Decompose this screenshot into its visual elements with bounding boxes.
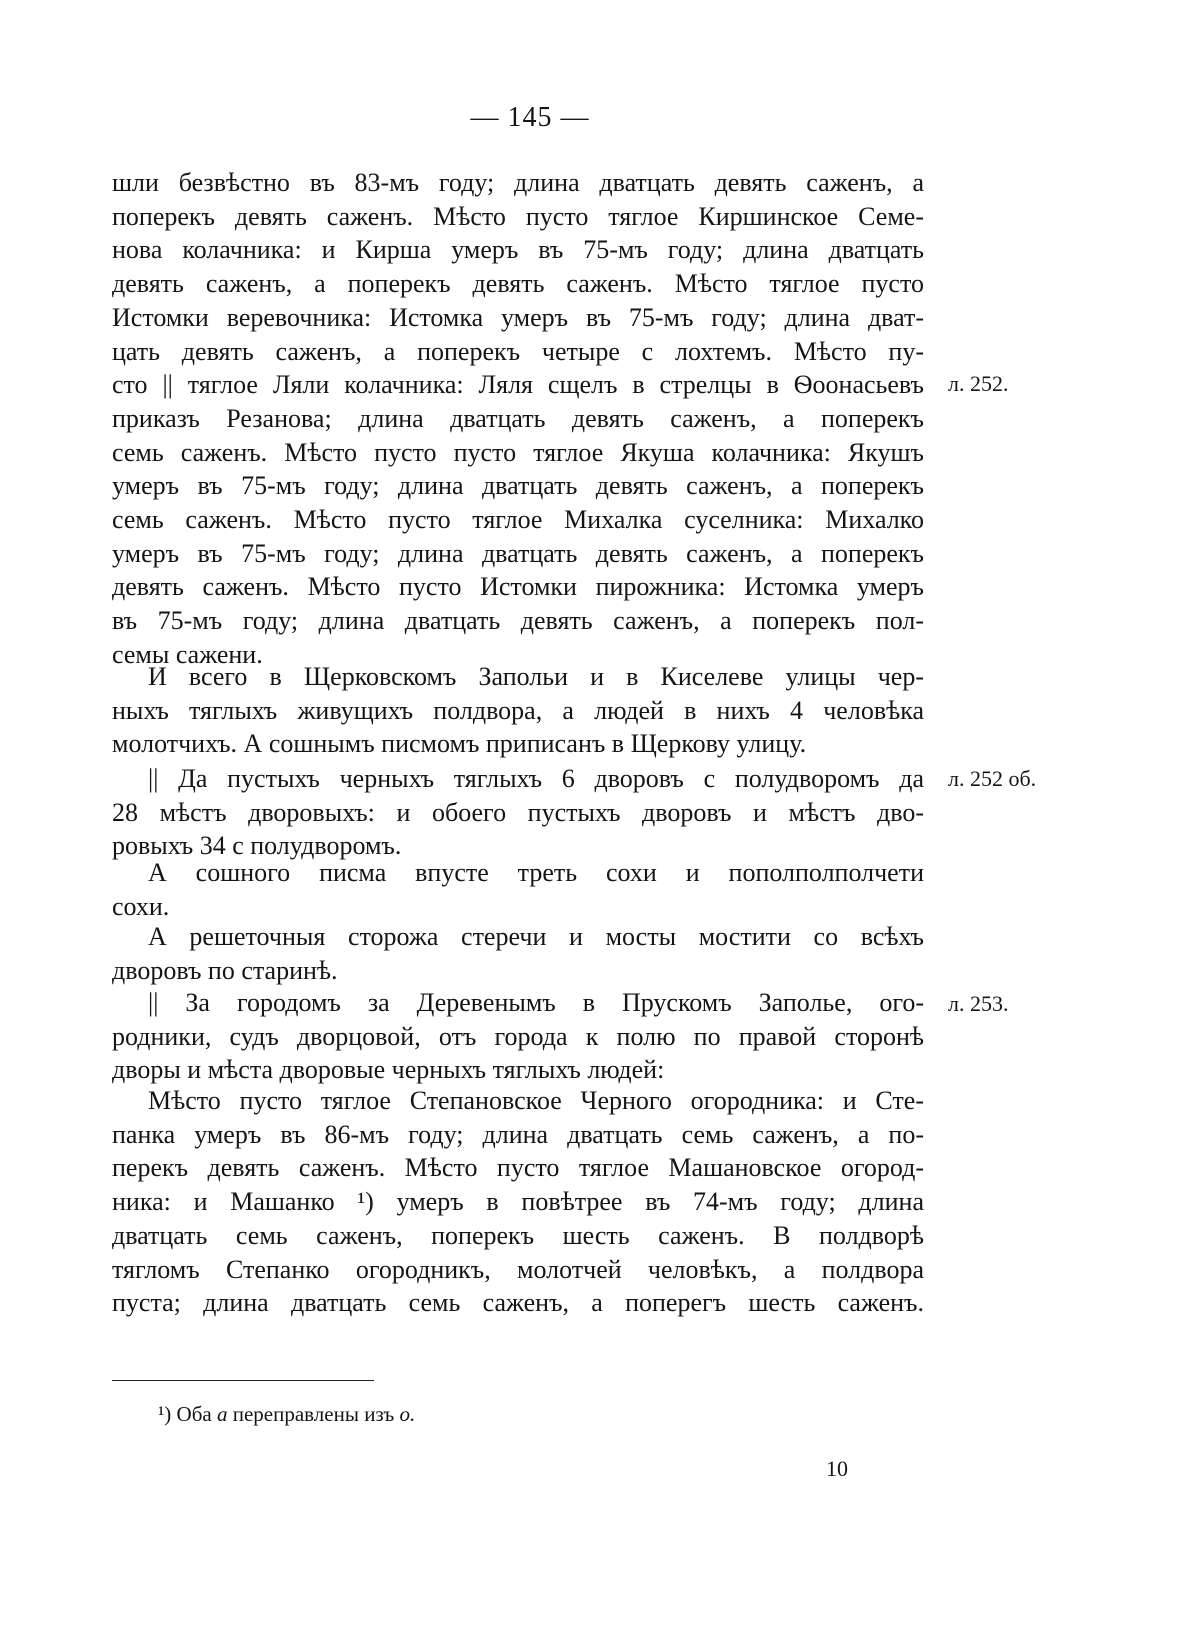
footnote-text: переправлены изъ: [232, 1402, 395, 1426]
margin-note-sheet: л. 252.: [948, 371, 1009, 396]
text-line: умеръ въ 75-мъ году; длина дватцать девять саженъ, а поперекъ: [112, 538, 924, 568]
text-line: ника: и Машанко ¹) умеръ в повѣтрее въ 74-мъ году; длина: [112, 1187, 924, 1217]
text-line: сохи.: [112, 891, 170, 921]
text-line: Мѣсто пусто тяглое Степановское Черного огородника: и Сте-: [148, 1086, 924, 1115]
text-line: семь саженъ. Мѣсто пусто пусто тяглое Якуша колачника: Якушъ: [112, 437, 924, 467]
text-line: въ 75-мъ году; длина дватцать девять саженъ, а поперекъ пол-: [112, 606, 924, 636]
text-line: || За городомъ за Деревенымъ в Прускомъ Заполье, ого-: [148, 988, 924, 1017]
text-line: сто || тяглое Ляли колачника: Ляля сщелъ в стрелцы в Ѳоонасьевъ: [112, 370, 924, 400]
text-line: семы сажени.: [112, 639, 263, 669]
text-line: ныхъ тяглыхъ живущихъ полдвора, а людей в нихъ 4 человѣка: [112, 695, 924, 725]
paragraph-2: [112, 660, 924, 761]
text-line: тягломъ Степанко огородникъ, молотчей человѣкъ, а полдвора: [112, 1254, 924, 1284]
paragraph-3: [112, 762, 924, 863]
text-line: девять саженъ, а поперекъ девять саженъ. Мѣсто тяглое пусто: [112, 269, 924, 299]
margin-note-sheet: л. 252 об.: [948, 766, 1037, 791]
footnote-italic-letter: о.: [399, 1402, 416, 1426]
paragraph-6: [112, 986, 924, 1087]
margin-note-sheet: л. 253.: [948, 991, 1009, 1016]
text-line: дворы и мѣста дворовые черныхъ тяглыхъ людей:: [112, 1055, 665, 1085]
text-line: шли безвѣстно въ 83-мъ году; длина дватцать девять саженъ, а: [112, 168, 924, 197]
text-line: ровыхъ 34 с полудворомъ.: [112, 831, 402, 861]
text-line: дворовъ по старинѣ.: [112, 955, 338, 985]
text-line: родники, судъ дворцовой, отъ города к полю по правой сторонѣ: [112, 1021, 924, 1051]
sheet-signature: 10: [826, 1456, 848, 1481]
footnote: [158, 1402, 415, 1427]
paragraph-7: [112, 1084, 924, 1320]
text-line: перекъ девять саженъ. Мѣсто пусто тяглое Машановское огород-: [112, 1153, 924, 1183]
text-line: нова колачника: и Кирша умеръ въ 75-мъ году; длина дватцать: [112, 235, 924, 265]
text-line: молотчихъ. А сошнымъ писмомъ приписанъ в Щеркову улицу.: [112, 729, 807, 759]
footnote-text: Оба: [176, 1402, 212, 1426]
text-line: 28 мѣстъ дворовыхъ: и обоего пустыхъ дворовъ и мѣстъ дво-: [112, 797, 924, 827]
paragraph-5: [112, 920, 924, 987]
text-line: семь саженъ. Мѣсто пусто тяглое Михалка суселника: Михалко: [112, 505, 924, 535]
text-line: || Да пустыхъ черныхъ тяглыхъ 6 дворовъ с полудворомъ да: [148, 764, 924, 793]
text-line: приказъ Резанова; длина дватцать девять саженъ, а поперекъ: [112, 403, 924, 433]
text-line: поперекъ девять саженъ. Мѣсто пусто тяглое Киршинское Семе-: [112, 201, 924, 231]
text-line: А сошного писма впусте треть сохи и пополполполчети: [148, 858, 924, 887]
text-line: девять саженъ. Мѣсто пусто Истомки пирожника: Истомка умеръ: [112, 572, 924, 602]
text-line: Истомки веревочника: Истомка умеръ въ 75-мъ году; длина дват-: [112, 302, 924, 332]
footnote-marker: ¹): [158, 1402, 172, 1426]
text-line: цать девять саженъ, а поперекъ четыре с лохтемъ. Мѣсто пу-: [112, 336, 924, 366]
paragraph-1: [112, 166, 924, 672]
text-line: умеръ въ 75-мъ году; длина дватцать девять саженъ, а поперекъ: [112, 471, 924, 501]
text-line: панка умеръ въ 86-мъ году; длина дватцать семь саженъ, а по-: [112, 1119, 924, 1149]
text-line: А решеточныя сторожа стеречи и мосты мостити со всѣхъ: [148, 922, 924, 951]
text-line: И всего в Щерковскомъ Запольи и в Киселеве улицы чер-: [148, 662, 924, 691]
page-number: — 145 —: [470, 102, 590, 133]
footnote-rule: [112, 1380, 374, 1381]
text-line: пуста; длина дватцать семь саженъ, а поперегъ шесть саженъ.: [112, 1288, 924, 1318]
paragraph-4: [112, 856, 924, 923]
text-line: дватцать семь саженъ, поперекъ шесть саженъ. В полдворѣ: [112, 1220, 924, 1250]
footnote-italic-letter: а: [216, 1402, 228, 1426]
